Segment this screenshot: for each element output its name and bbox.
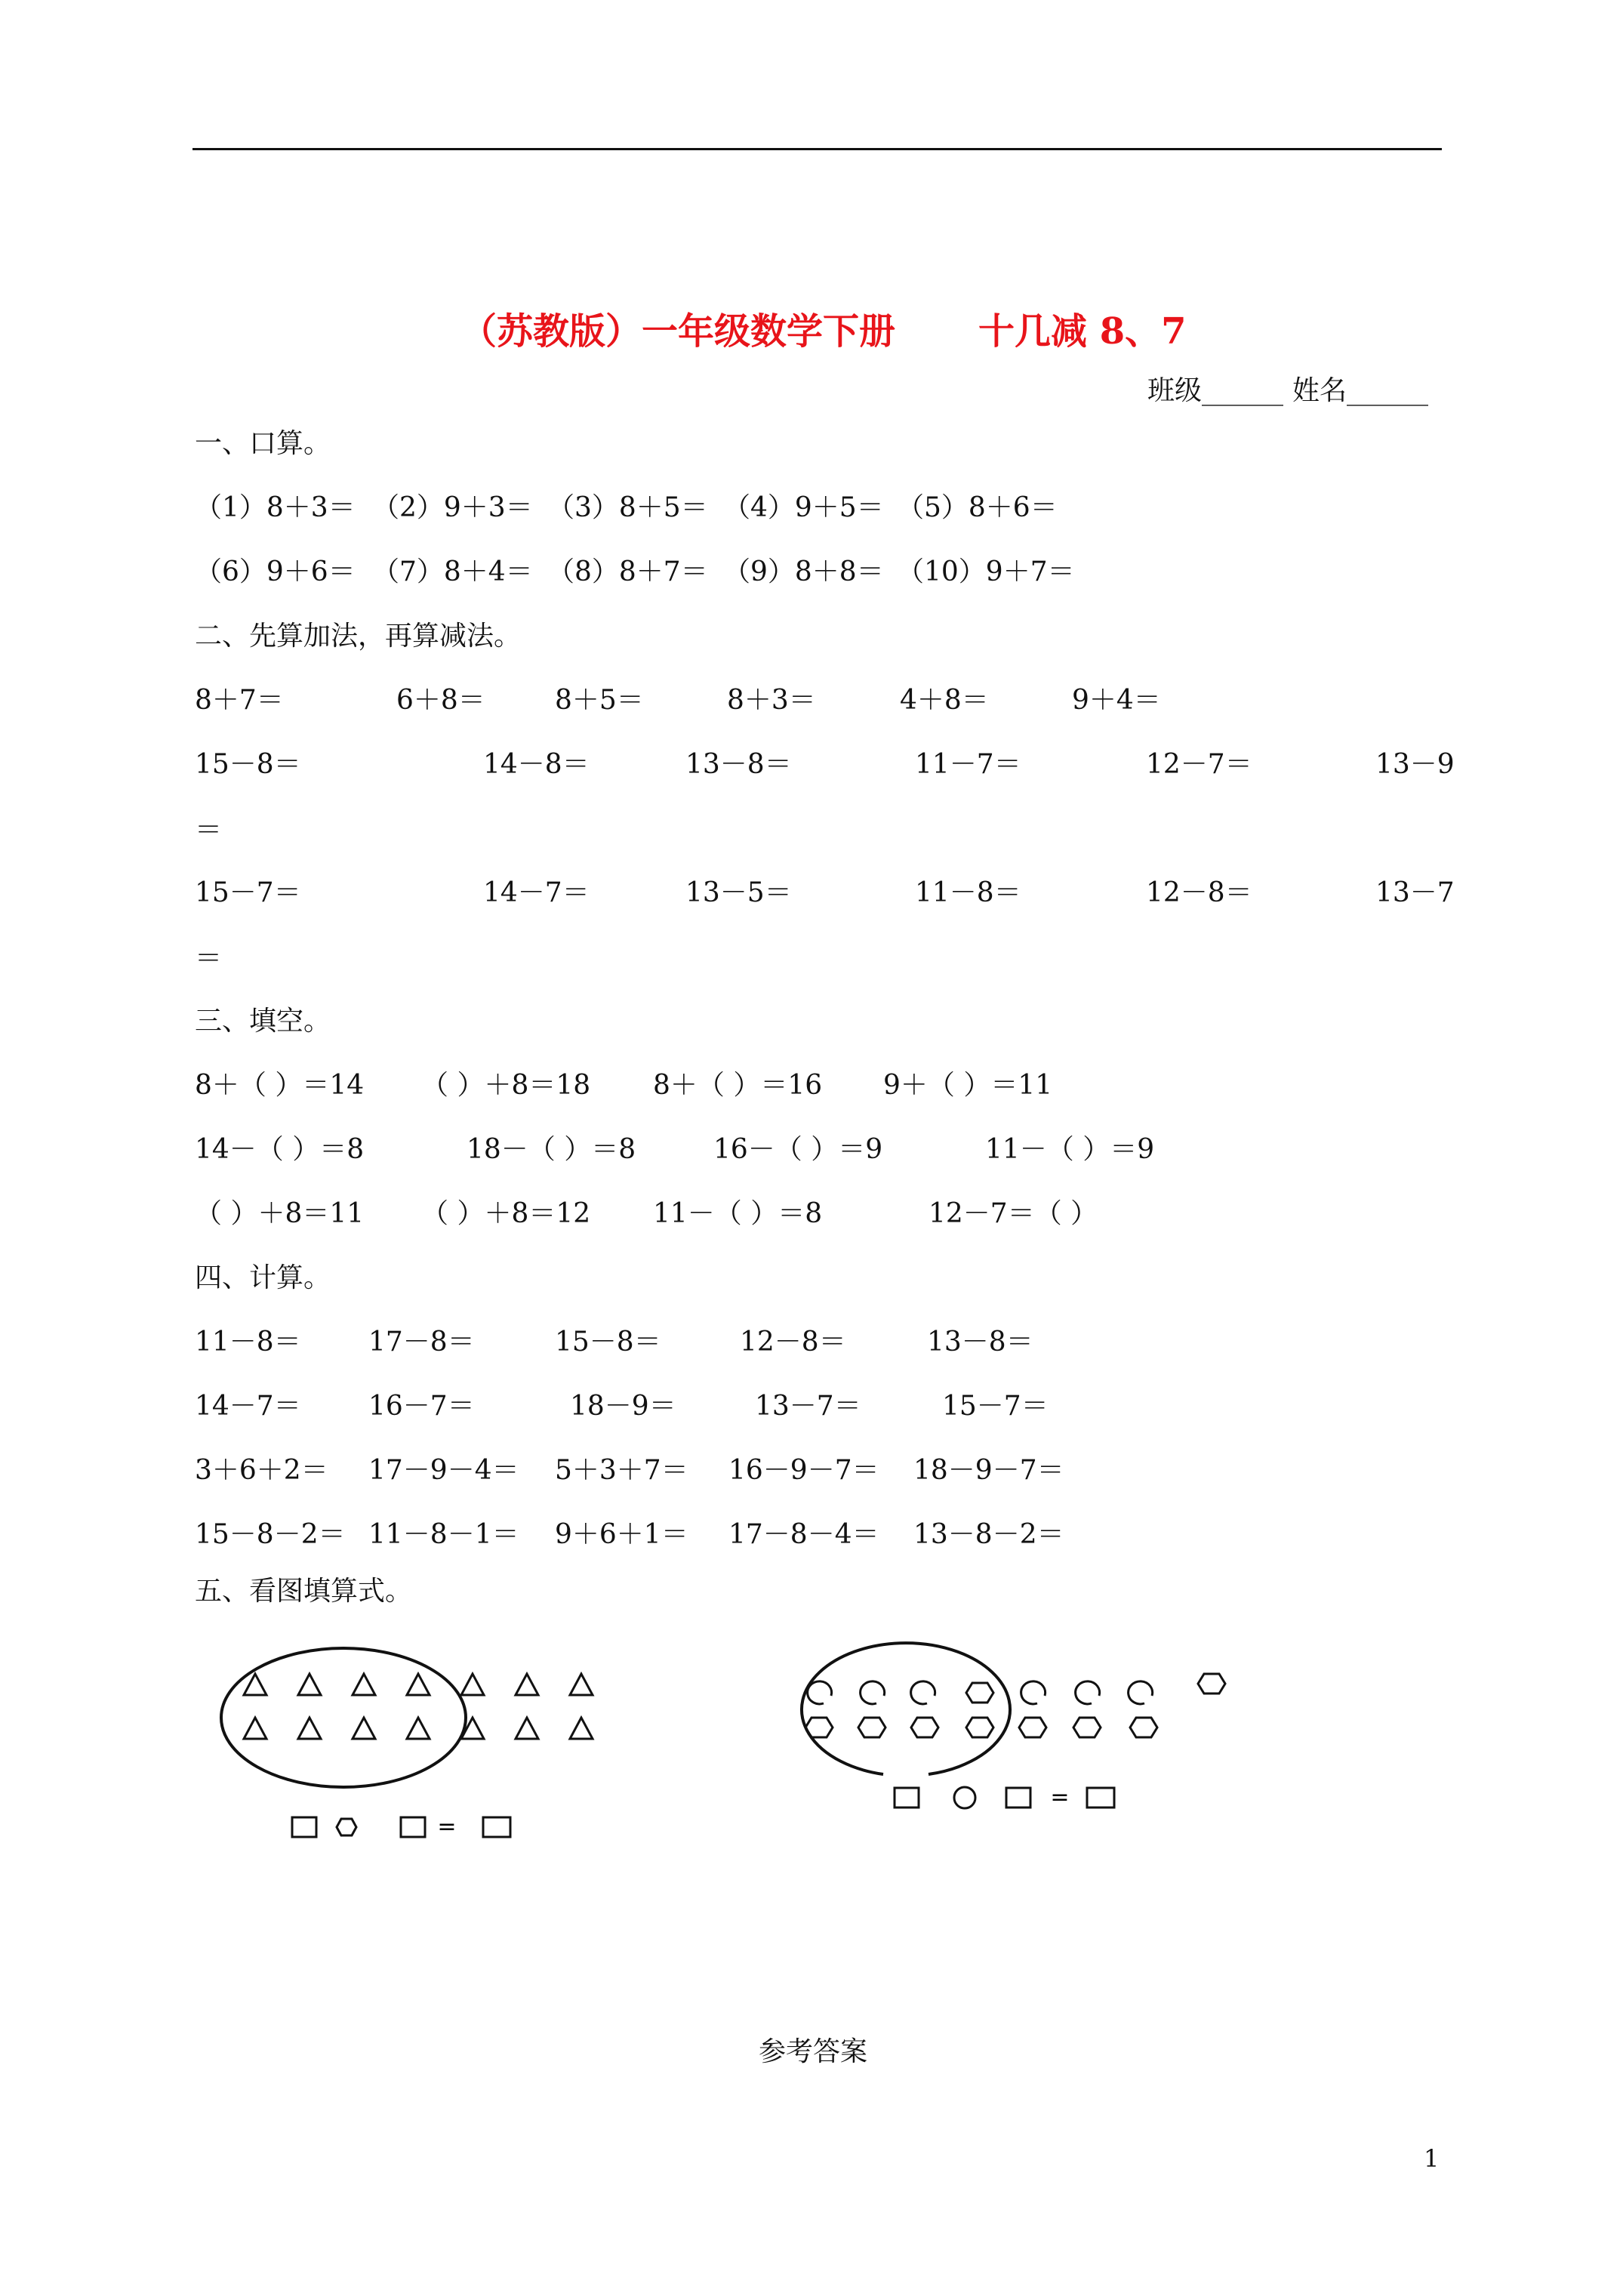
answer-box[interactable]: [1006, 1788, 1030, 1808]
circle-shape: [1021, 1681, 1046, 1704]
circle-shape: [1129, 1681, 1153, 1704]
triangle-shape: [298, 1674, 321, 1695]
fill-blank-item: （ ）＋8＝12: [421, 1198, 591, 1229]
worksheet-subtitle: 十几减 8、7: [978, 310, 1187, 353]
oral-item: （5）8＋6＝: [897, 492, 1058, 523]
calc-item: 12－7＝: [1146, 749, 1252, 780]
calc-item: 15－8＝: [555, 1327, 661, 1358]
triangle-shape: [353, 1674, 375, 1695]
calc-item: 14－7＝: [483, 877, 590, 908]
section3-heading: 三、填空。: [195, 1006, 331, 1037]
calc-item: 15－7＝: [195, 877, 301, 908]
hexagon-shape: [966, 1718, 993, 1737]
calc-item: 3＋6＋2＝: [195, 1455, 328, 1486]
fill-blank-item: （ ）＋8＝11: [195, 1198, 365, 1229]
fill-blank-item: 12－7＝（ ）: [929, 1198, 1098, 1229]
calc-item: 11－8＝: [915, 877, 1021, 908]
hexagon-shape: [966, 1683, 993, 1703]
calc-item: 13－8＝: [685, 749, 792, 780]
fill-blank-item: 8＋（ ）＝14: [195, 1070, 365, 1101]
answer-box[interactable]: [292, 1817, 316, 1837]
answer-box[interactable]: [483, 1817, 510, 1837]
fill-blank-item: （ ）＋8＝18: [421, 1070, 591, 1101]
class-field-label: 班级______: [1147, 375, 1284, 406]
fill-blank-item: 18－（ ）＝8: [467, 1134, 636, 1165]
calc-item: 9＋4＝: [1072, 685, 1161, 716]
triangle-shape: [570, 1674, 593, 1695]
hexagon-shape: [1073, 1718, 1101, 1737]
calc-item: 9＋6＋1＝: [555, 1519, 688, 1550]
triangle-shape: [570, 1718, 593, 1739]
triangle-shape: [407, 1718, 430, 1739]
equals-sign: =: [437, 1814, 457, 1840]
calc-item: 18－9＝: [570, 1391, 676, 1422]
calc-item: 16－9－7＝: [728, 1455, 879, 1486]
calc-item: 8＋3＝: [727, 685, 816, 716]
calc-item: 15－7＝: [942, 1391, 1049, 1422]
circle-figure: [778, 1623, 1261, 1827]
calc-item: 8＋7＝: [195, 685, 284, 716]
answer-equation-row: [292, 1814, 510, 1840]
fill-blank-item: 11－（ ）＝9: [985, 1134, 1155, 1165]
operator-hexagon[interactable]: [337, 1819, 356, 1835]
hexagon-shape: [858, 1718, 885, 1737]
answers-heading: 参考答案: [759, 2036, 868, 2067]
section4-heading: 四、计算。: [195, 1262, 331, 1293]
calc-item: 11－8＝: [195, 1327, 301, 1358]
calc-item: 12－8＝: [1146, 877, 1252, 908]
calc-item: 13－5＝: [685, 877, 792, 908]
grouping-ellipse: [221, 1648, 466, 1787]
circle-shape: [808, 1681, 832, 1704]
calc-item: 6＋8＝: [396, 685, 485, 716]
section2-heading: 二、先算加法，再算减法。: [195, 621, 522, 652]
fill-blank-item: 14－（ ）＝8: [195, 1134, 365, 1165]
hexagon-shape: [1198, 1674, 1225, 1693]
hexagon-shape: [1130, 1718, 1157, 1737]
fill-blank-item: 11－（ ）＝8: [653, 1198, 823, 1229]
calc-item: 15－8＝: [195, 749, 301, 780]
oral-item: （7）8＋4＝: [372, 556, 533, 587]
triangle-shape: [298, 1718, 321, 1739]
oral-item: （8）8＋7＝: [547, 556, 708, 587]
calc-item: 13－8－2＝: [913, 1519, 1064, 1550]
calc-item: 4＋8＝: [900, 685, 989, 716]
circle-shape: [1076, 1681, 1100, 1704]
calc-item: 14－8＝: [483, 749, 590, 780]
fill-blank-item: 9＋（ ）＝11: [883, 1070, 1053, 1101]
equals-sign: =: [1050, 1784, 1070, 1811]
name-field-label: 姓名______: [1292, 375, 1429, 406]
oral-item: （6）9＋6＝: [195, 556, 356, 587]
answer-box[interactable]: [401, 1817, 425, 1837]
calc-item: 16－7＝: [368, 1391, 475, 1422]
calc-item: 13－7＝: [755, 1391, 861, 1422]
calc-item: 17－9－4＝: [368, 1455, 519, 1486]
worksheet-title: （苏教版）一年级数学下册: [460, 310, 896, 353]
fill-blank-item: 16－（ ）＝9: [713, 1134, 883, 1165]
header-rule: [192, 148, 1442, 150]
hexagon-shape: [805, 1718, 833, 1737]
calc-item: 17－8＝: [368, 1327, 475, 1358]
hexagon-shape: [1019, 1718, 1046, 1737]
triangle-shape: [461, 1674, 484, 1695]
circle-shape: [911, 1681, 935, 1704]
triangle-shape: [244, 1718, 266, 1739]
triangle-shape: [244, 1674, 266, 1695]
answer-box[interactable]: [1087, 1788, 1114, 1808]
triangle-shape: [516, 1674, 538, 1695]
shape-grid: [805, 1674, 1225, 1737]
calc-item: 14－7＝: [195, 1391, 301, 1422]
calc-item: 13－7: [1375, 877, 1455, 908]
calc-item: 11－7＝: [915, 749, 1021, 780]
calc-item: 15－8－2＝: [195, 1519, 346, 1550]
oral-item: （2）9＋3＝: [372, 492, 533, 523]
grouping-ellipse: [802, 1643, 1010, 1774]
calc-item: 13－8＝: [927, 1327, 1033, 1358]
fill-blank-item: 8＋（ ）＝16: [653, 1070, 823, 1101]
page-number: 1: [1424, 2144, 1440, 2173]
oral-item: （3）8＋5＝: [547, 492, 708, 523]
oral-item: （10）9＋7＝: [897, 556, 1075, 587]
triangle-shape: [353, 1718, 375, 1739]
triangle-grid: [244, 1674, 593, 1739]
section1-heading: 一、口算。: [195, 428, 331, 459]
answer-equation-row: [895, 1784, 1114, 1811]
calc-item: 18－9－7＝: [913, 1455, 1064, 1486]
calc-item: 13－9: [1375, 749, 1455, 780]
oral-item: （1）8＋3＝: [195, 492, 356, 523]
operator-circle[interactable]: [954, 1787, 975, 1808]
oral-item: （9）8＋8＝: [723, 556, 884, 587]
section5-heading: 五、看图填算式。: [195, 1576, 413, 1607]
calc-item-wrap: ＝: [195, 943, 223, 974]
calc-item: 12－8＝: [740, 1327, 846, 1358]
hexagon-shape: [911, 1718, 938, 1737]
oral-item: （4）9＋5＝: [723, 492, 884, 523]
triangle-figure: [219, 1642, 642, 1854]
calc-item: 5＋3＋7＝: [555, 1455, 688, 1486]
calc-item: 17－8－4＝: [728, 1519, 879, 1550]
triangle-shape: [516, 1718, 538, 1739]
triangle-shape: [407, 1674, 430, 1695]
calc-item: 11－8－1＝: [368, 1519, 519, 1550]
answer-box[interactable]: [895, 1788, 919, 1808]
calc-item-wrap: ＝: [195, 815, 223, 846]
circle-shape: [861, 1681, 885, 1704]
calc-item: 8＋5＝: [555, 685, 644, 716]
